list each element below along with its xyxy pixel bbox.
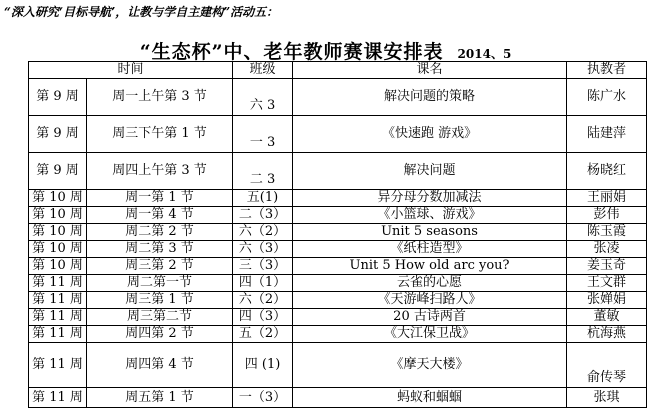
cell-week: 第 10 周 — [29, 258, 87, 275]
cell-lesson: 《大江保卫战》 — [293, 326, 567, 343]
cell-time: 周一第 1 节 — [87, 190, 233, 207]
cell-time: 周三第二节 — [87, 309, 233, 326]
cell-week: 第 9 周 — [29, 79, 87, 116]
cell-time: 周四第 2 节 — [87, 326, 233, 343]
cell-lesson: 蚂蚁和蝈蝈 — [293, 388, 567, 408]
cell-class: 四（3） — [233, 309, 293, 326]
table-row — [29, 79, 647, 116]
table-row — [29, 241, 647, 258]
header-lesson: 课名 — [293, 62, 567, 79]
cell-week: 第 10 周 — [29, 224, 87, 241]
table-row — [29, 190, 647, 207]
cell-week: 第 11 周 — [29, 388, 87, 408]
cell-week: 第 11 周 — [29, 292, 87, 309]
table-row — [29, 116, 647, 153]
cell-class: 五(1) — [233, 190, 293, 207]
title-date: 2014、5 — [457, 47, 512, 61]
cell-week: 第 9 周 — [29, 116, 87, 153]
cell-time: 周四上午第 3 节 — [87, 153, 233, 190]
cell-lesson: 《快速跑 游戏》 — [293, 116, 567, 153]
cell-week: 第 11 周 — [29, 343, 87, 388]
cell-lesson: 云雀的心愿 — [293, 275, 567, 292]
cell-teacher: 杨晓红 — [567, 153, 647, 190]
cell-week: 第 11 周 — [29, 326, 87, 343]
cell-class: 二（3） — [233, 207, 293, 224]
cell-teacher: 陈玉霞 — [567, 224, 647, 241]
title-text: “生态杯”中、老年教师赛课安排表 — [139, 41, 444, 63]
cell-lesson: 《天游峰扫路人》 — [293, 292, 567, 309]
cell-teacher: 陈广水 — [567, 79, 647, 116]
cell-time: 周三第 2 节 — [87, 258, 233, 275]
table-row — [29, 207, 647, 224]
cell-lesson: Unit 5 seasons — [293, 224, 567, 241]
table-row — [29, 388, 647, 408]
cell-teacher: 王文群 — [567, 275, 647, 292]
cell-time: 周三第 1 节 — [87, 292, 233, 309]
cell-time: 周二第 3 节 — [87, 241, 233, 258]
cell-week: 第 11 周 — [29, 309, 87, 326]
cell-class: 六（2） — [233, 224, 293, 241]
cell-week: 第 10 周 — [29, 207, 87, 224]
table-row — [29, 326, 647, 343]
cell-class: 四（1） — [233, 275, 293, 292]
table-row — [29, 275, 647, 292]
cell-teacher: 俞传琴 — [567, 343, 647, 388]
cell-class: 三（3） — [233, 258, 293, 275]
cell-class: 一（3） — [233, 388, 293, 408]
cell-week: 第 10 周 — [29, 241, 87, 258]
cell-lesson: 20 古诗两首 — [293, 309, 567, 326]
cell-teacher: 董敏 — [567, 309, 647, 326]
intro-line: “深入研究‘目标导航’，让教与学自主建构”活动五： — [4, 5, 279, 19]
cell-time: 周一第 4 节 — [87, 207, 233, 224]
cell-teacher: 彭伟 — [567, 207, 647, 224]
cell-class: 二 3 — [233, 153, 293, 190]
cell-teacher: 张凌 — [567, 241, 647, 258]
cell-teacher: 陆建萍 — [567, 116, 647, 153]
cell-teacher: 张婵娟 — [567, 292, 647, 309]
cell-time: 周五第 1 节 — [87, 388, 233, 408]
cell-lesson: 《摩天大楼》 — [293, 343, 567, 388]
cell-lesson: 《小篮球、游戏》 — [293, 207, 567, 224]
cell-lesson: 解决问题的策略 — [293, 79, 567, 116]
table-header — [29, 62, 647, 79]
table-row — [29, 153, 647, 190]
cell-class: 四 (1) — [233, 343, 293, 388]
cell-lesson: 异分母分数加减法 — [293, 190, 567, 207]
cell-class: 六（3） — [233, 241, 293, 258]
cell-time: 周二第 2 节 — [87, 224, 233, 241]
cell-teacher: 王丽娟 — [567, 190, 647, 207]
header-time: 时间 — [29, 62, 233, 79]
schedule-table — [28, 61, 647, 408]
table-row — [29, 343, 647, 388]
cell-week: 第 10 周 — [29, 190, 87, 207]
table-row — [29, 258, 647, 275]
cell-lesson: 解决问题 — [293, 153, 567, 190]
cell-class: 六 3 — [233, 79, 293, 116]
cell-time: 周三下午第 1 节 — [87, 116, 233, 153]
table-row — [29, 292, 647, 309]
cell-class: 一 3 — [233, 116, 293, 153]
cell-week: 第 11 周 — [29, 275, 87, 292]
table-row — [29, 224, 647, 241]
cell-week: 第 9 周 — [29, 153, 87, 190]
cell-lesson: 《纸柱造型》 — [293, 241, 567, 258]
header-class: 班级 — [233, 62, 293, 79]
cell-teacher: 张琪 — [567, 388, 647, 408]
cell-teacher: 杭海燕 — [567, 326, 647, 343]
cell-class: 五（2） — [233, 326, 293, 343]
table-row — [29, 309, 647, 326]
cell-time: 周二第一节 — [87, 275, 233, 292]
cell-time: 周一上午第 3 节 — [87, 79, 233, 116]
cell-class: 六（2） — [233, 292, 293, 309]
header-teacher: 执教者 — [567, 62, 647, 79]
cell-lesson: Unit 5 How old arc you? — [293, 258, 567, 275]
cell-teacher: 姜玉奇 — [567, 258, 647, 275]
page-title — [0, 37, 651, 64]
cell-time: 周四第 4 节 — [87, 343, 233, 388]
